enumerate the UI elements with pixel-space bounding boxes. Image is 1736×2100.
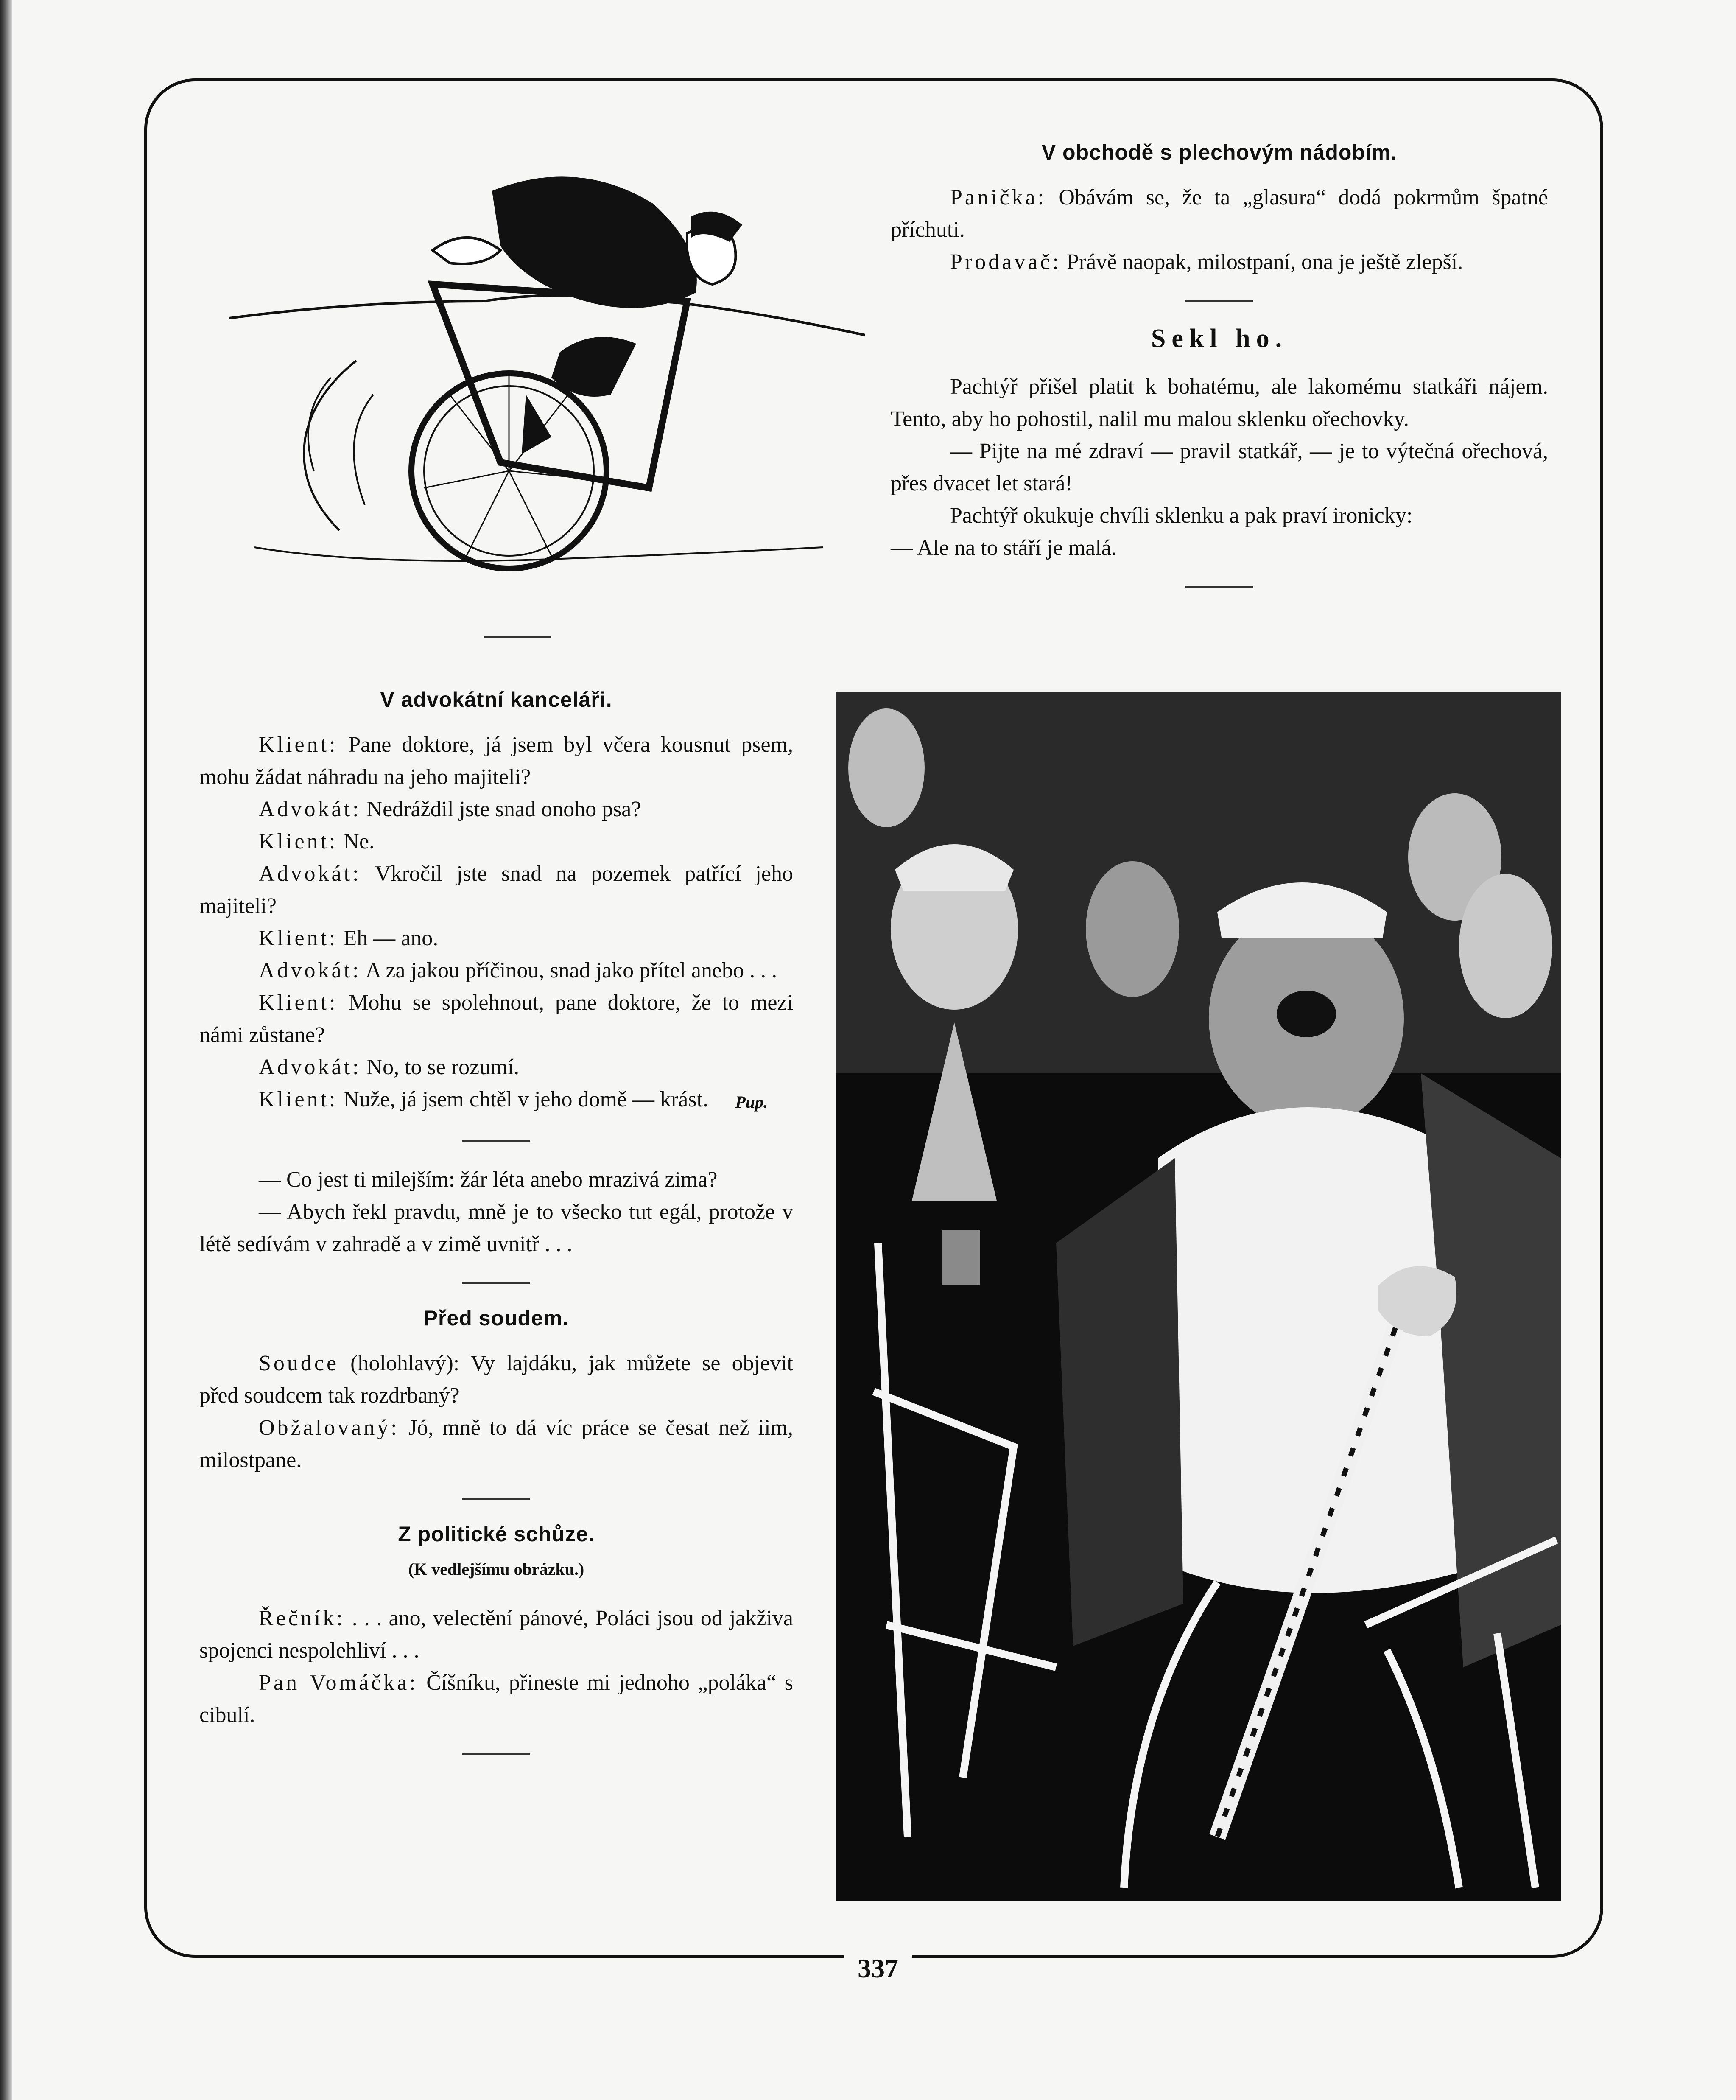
- divider: [1185, 300, 1253, 302]
- paragraph: Pachtýř přišel platit k bohatému, ale lakomému statkáři nájem. Tento, aby ho pohostil, nalil mu malou sklenku ořechovky.: [891, 375, 1548, 431]
- dialogue-line: [199, 793, 793, 826]
- divider: [484, 636, 551, 638]
- cyclist-illustration: [229, 140, 865, 585]
- divider: [1185, 586, 1253, 588]
- dialogue-line: [199, 1051, 793, 1084]
- line-text: Jó, mně to dá víc práce se česat než iim, milostpane.: [199, 1416, 793, 1472]
- dialogue-line: [199, 826, 793, 858]
- dialogue-line: [199, 1084, 793, 1116]
- dialogue-line: [199, 858, 793, 922]
- dialogue-line: [891, 182, 1548, 246]
- paragraph: — Ale na to stáří je malá.: [891, 536, 1117, 560]
- speaker: Advokát:: [259, 797, 361, 821]
- paragraph: Pachtýř okukuje chvíli sklenku a pak praví ironicky:: [950, 504, 1413, 528]
- speaker: Klient:: [259, 1087, 338, 1112]
- dialogue-line: [199, 922, 793, 955]
- line-text: (holohlavý): Vy lajdáku, jak můžete se objevit před soudcem tak rozdrbaný?: [199, 1351, 793, 1408]
- dialogue-line: [199, 1667, 793, 1731]
- left-column: [199, 687, 793, 1777]
- line-text: Nuže, já jsem chtěl v jeho domě — krást.: [338, 1087, 709, 1112]
- speaker: Advokát:: [259, 958, 361, 983]
- divider: [462, 1140, 530, 1142]
- dialogue-line: [199, 1347, 793, 1412]
- line-text: Nedráždil jste snad onoho psa?: [361, 797, 641, 821]
- subtitle: (K vedlejšímu obrázku.): [408, 1560, 584, 1579]
- line-text: A za jakou příčinou, snad jako přítel anebo . . .: [361, 958, 777, 983]
- line-text: Vkročil jste snad na pozemek patřící jeho majiteli?: [199, 862, 793, 918]
- heading-soud: Před soudem.: [423, 1306, 569, 1330]
- divider: [462, 1498, 530, 1500]
- signature: Pup.: [735, 1092, 768, 1112]
- speaker: Klient:: [259, 829, 338, 854]
- line-text: Pane doktore, já jsem byl včera kousnut psem, mohu žádat náhradu na jeho majiteli?: [199, 733, 793, 789]
- speaker: Advokát:: [259, 862, 361, 886]
- dialogue-line: [199, 1602, 793, 1667]
- line-text: Ne.: [338, 829, 375, 854]
- dialogue-line: [199, 955, 793, 987]
- line-text: Obávám se, že ta „glasura“ dodá pokrmům špatné příchuti.: [891, 185, 1548, 242]
- divider: [462, 1753, 530, 1755]
- speaker: Soudce: [259, 1351, 339, 1375]
- speaker: Klient:: [259, 991, 338, 1015]
- paragraph: — Abych řekl pravdu, mně je to všecko tut egál, protože v létě sedívám v zahradě a v zimě uvnitř . . .: [199, 1200, 793, 1256]
- heading-schuze: Z politické schůze.: [398, 1522, 595, 1546]
- line-text: Mohu se spolehnout, pane doktore, že to mezi námi zůstane?: [199, 991, 793, 1047]
- line-text: Právě naopak, milostpaní, ona je ještě zlepší.: [1061, 250, 1463, 274]
- divider: [462, 1282, 530, 1284]
- paragraph: — Co jest ti milejším: žár léta anebo mrazivá zima?: [259, 1168, 718, 1192]
- page-number: 337: [844, 1949, 912, 1988]
- dialogue-line: [199, 987, 793, 1051]
- speaker: Obžalovaný:: [259, 1416, 400, 1440]
- paragraph: — Pijte na mé zdraví — pravil statkář, — je to výtečná ořechová, přes dvacet let stará!: [891, 439, 1548, 496]
- heading-sekl: Sekl ho.: [1151, 324, 1288, 353]
- speaker: Klient:: [259, 926, 338, 950]
- dialogue-line: [891, 246, 1548, 278]
- dialogue-line: [199, 729, 793, 793]
- page-edge: [0, 0, 12, 2100]
- line-text: No, to se rozumí.: [361, 1055, 520, 1079]
- line-text: . . . ano, velectění pánové, Poláci jsou od jakživa spojenci nespolehliví . . .: [199, 1606, 793, 1663]
- speaker: Advokát:: [259, 1055, 361, 1079]
- heading-obchod: V obchodě s plechovým nádobím.: [1041, 140, 1398, 164]
- line-text: Číšníku, přineste mi jednoho „poláka“ s cibulí.: [199, 1671, 793, 1727]
- heading-advokat: V advokátní kanceláři.: [380, 688, 612, 711]
- dialogue-line: [199, 1412, 793, 1476]
- speaker: Pan Vomáčka:: [259, 1671, 418, 1695]
- tavern-illustration: [836, 692, 1561, 1901]
- speaker: Řečník:: [259, 1606, 345, 1630]
- speaker: Panička:: [950, 185, 1047, 210]
- speaker: Klient:: [259, 733, 338, 757]
- right-top-column: [891, 140, 1548, 610]
- speaker: Prodavač:: [950, 250, 1061, 274]
- line-text: Eh — ano.: [338, 926, 439, 950]
